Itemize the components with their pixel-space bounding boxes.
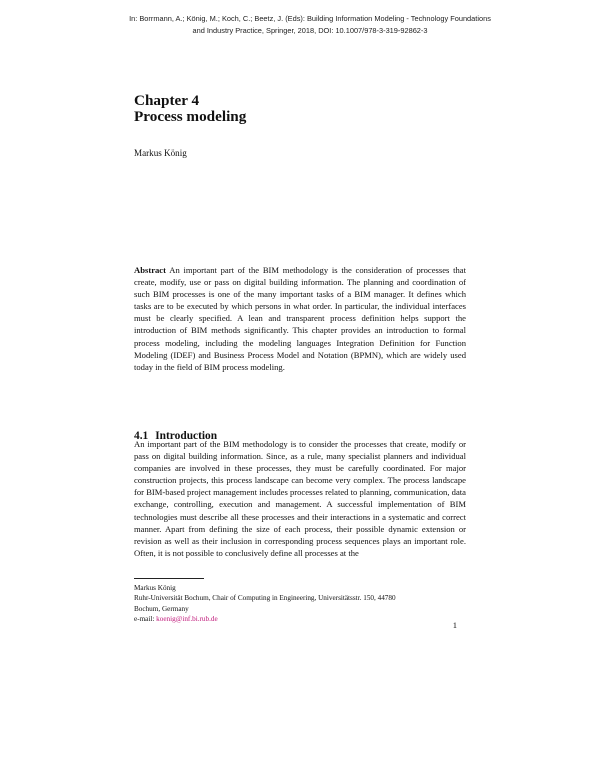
running-header xyxy=(70,13,550,36)
footnote-city: Bochum, Germany xyxy=(134,604,189,613)
page-number: 1 xyxy=(452,620,457,630)
chapter-label: Chapter 4 xyxy=(134,92,200,109)
footnote-rule xyxy=(134,578,204,579)
footnote-name: Markus König xyxy=(134,584,176,592)
section-number: 4.1 xyxy=(134,430,149,442)
header-line-1: In: Borrmann, A.; König, M.; Koch, C.; Beetz, J. (Eds): Building Information Modeling - Technology Foundations xyxy=(129,14,491,23)
section-title: Introduction xyxy=(155,430,218,442)
abstract-label: Abstract xyxy=(134,265,166,275)
footnote-affiliation: Ruhr-Universität Bochum, Chair of Computing in Engineering, Universitätsstr. 150, 44780 xyxy=(134,594,396,603)
header-line-2: and Industry Practice, Springer, 2018, DOI: 10.1007/978-3-319-92862-3 xyxy=(192,25,428,35)
author-footnote xyxy=(134,583,474,625)
author-name: Markus König xyxy=(134,148,187,158)
section-body-text: An important part of the BIM methodology is to consider the processes that create, modify or pass on digital building information. Since, as a rule, many specialist planners and individual companies are involved in these processes, they must be carefully coordinated. For major construction projects, this process landscape can become very complex. The process landscape for BIM-based project management includes processes related to planning, communication, data exchange, controlling, execution and management. A successful implementation of BIM technologies must describe all these processes and their interactions in a systematic and correct manner. Apart from defining the size of each process, their possible dynamic extension or revision as well as their inclusion in corresponding process sequences plays an important role. Often, it is not possible to conclusively define all processes at the xyxy=(134,439,466,558)
abstract-text: An important part of the BIM methodology is the consideration of processes that create, modify, use or pass on digital building information. The planning and coordination of such BIM processes is one of the many important tasks of a BIM manager. It defines which tasks are to be executed by which persons in what order. In particular, the individual interfaces must be clearly specified. A lean and transparent process definition helps support the introduction of BIM methods significantly. This chapter provides an introduction to formal process modeling, including the modeling languages Integration Definition for Function Modeling (IDEF) and Business Process Model and Notation (BPMN), which are widely used today in the field of BIM process modeling. xyxy=(134,265,466,372)
footnote-email-line xyxy=(134,614,474,624)
email-prefix: e-mail: xyxy=(134,615,157,624)
abstract xyxy=(134,264,466,373)
email-link[interactable]: koenig@inf.bi.rub.de xyxy=(156,615,218,624)
chapter-title: Process modeling xyxy=(134,108,247,125)
